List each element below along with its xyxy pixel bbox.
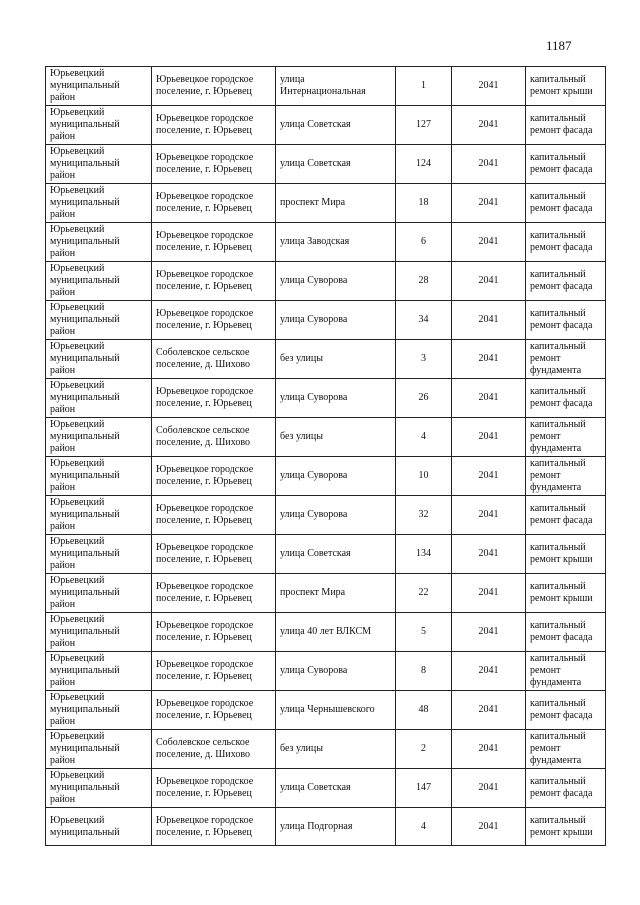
work-type-cell: капитальный ремонт фасада: [526, 262, 606, 301]
street-cell: без улицы: [276, 418, 396, 457]
house-number-cell: 8: [396, 652, 452, 691]
table-row: [46, 262, 606, 301]
settlement-cell: Юрьевецкое городское поселение, г. Юрьевец: [152, 223, 276, 262]
district-cell: Юрьевецкий муниципальный район: [46, 457, 152, 496]
district-cell: Юрьевецкий муниципальный район: [46, 262, 152, 301]
street-cell: улица Чернышевского: [276, 691, 396, 730]
year-cell: 2041: [452, 613, 526, 652]
house-number-cell: 1: [396, 67, 452, 106]
work-type-cell: капитальный ремонт крыши: [526, 574, 606, 613]
house-number-cell: 32: [396, 496, 452, 535]
table-row: [46, 379, 606, 418]
settlement-cell: Юрьевецкое городское поселение, г. Юрьевец: [152, 67, 276, 106]
table-row: [46, 769, 606, 808]
district-cell: Юрьевецкий муниципальный район: [46, 496, 152, 535]
table-row: [46, 301, 606, 340]
year-cell: 2041: [452, 808, 526, 846]
settlement-cell: Юрьевецкое городское поселение, г. Юрьевец: [152, 613, 276, 652]
table-row: [46, 340, 606, 379]
work-type-cell: капитальный ремонт крыши: [526, 808, 606, 846]
settlement-cell: Соболевское сельское поселение, д. Шихово: [152, 730, 276, 769]
work-type-cell: капитальный ремонт фасада: [526, 769, 606, 808]
table-row: [46, 613, 606, 652]
table-row: [46, 67, 606, 106]
work-type-cell: капитальный ремонт фасада: [526, 379, 606, 418]
house-number-cell: 48: [396, 691, 452, 730]
house-number-cell: 4: [396, 808, 452, 846]
district-cell: Юрьевецкий муниципальный район: [46, 574, 152, 613]
settlement-cell: Юрьевецкое городское поселение, г. Юрьевец: [152, 379, 276, 418]
district-cell: Юрьевецкий муниципальный район: [46, 106, 152, 145]
table-row: [46, 652, 606, 691]
year-cell: 2041: [452, 535, 526, 574]
street-cell: улица Суворова: [276, 457, 396, 496]
house-number-cell: 28: [396, 262, 452, 301]
house-number-cell: 26: [396, 379, 452, 418]
street-cell: улица Советская: [276, 535, 396, 574]
work-type-cell: капитальный ремонт фундамента: [526, 730, 606, 769]
district-cell: Юрьевецкий муниципальный район: [46, 613, 152, 652]
year-cell: 2041: [452, 106, 526, 145]
year-cell: 2041: [452, 730, 526, 769]
street-cell: улица Советская: [276, 145, 396, 184]
work-type-cell: капитальный ремонт фасада: [526, 496, 606, 535]
work-type-cell: капитальный ремонт фасада: [526, 184, 606, 223]
year-cell: 2041: [452, 184, 526, 223]
district-cell: Юрьевецкий муниципальный район: [46, 730, 152, 769]
street-cell: улица Суворова: [276, 262, 396, 301]
year-cell: 2041: [452, 457, 526, 496]
district-cell: Юрьевецкий муниципальный район: [46, 535, 152, 574]
table-row: [46, 145, 606, 184]
settlement-cell: Соболевское сельское поселение, д. Шихово: [152, 340, 276, 379]
year-cell: 2041: [452, 262, 526, 301]
house-number-cell: 6: [396, 223, 452, 262]
table-row: [46, 808, 606, 846]
year-cell: 2041: [452, 574, 526, 613]
street-cell: улица Подгорная: [276, 808, 396, 846]
work-type-cell: капитальный ремонт фундамента: [526, 418, 606, 457]
house-number-cell: 127: [396, 106, 452, 145]
table-row: [46, 691, 606, 730]
house-number-cell: 124: [396, 145, 452, 184]
work-type-cell: капитальный ремонт фасада: [526, 145, 606, 184]
table-row: [46, 223, 606, 262]
street-cell: улица Суворова: [276, 652, 396, 691]
settlement-cell: Юрьевецкое городское поселение, г. Юрьевец: [152, 652, 276, 691]
house-number-cell: 10: [396, 457, 452, 496]
street-cell: без улицы: [276, 730, 396, 769]
district-cell: Юрьевецкий муниципальный район: [46, 301, 152, 340]
house-number-cell: 4: [396, 418, 452, 457]
street-cell: проспект Мира: [276, 574, 396, 613]
year-cell: 2041: [452, 769, 526, 808]
table-row: [46, 574, 606, 613]
settlement-cell: Юрьевецкое городское поселение, г. Юрьевец: [152, 457, 276, 496]
year-cell: 2041: [452, 496, 526, 535]
table-row: [46, 496, 606, 535]
settlement-cell: Юрьевецкое городское поселение, г. Юрьевец: [152, 184, 276, 223]
settlement-cell: Юрьевецкое городское поселение, г. Юрьевец: [152, 535, 276, 574]
settlement-cell: Юрьевецкое городское поселение, г. Юрьевец: [152, 691, 276, 730]
street-cell: улица 40 лет ВЛКСМ: [276, 613, 396, 652]
work-type-cell: капитальный ремонт фасада: [526, 223, 606, 262]
table-row: [46, 418, 606, 457]
year-cell: 2041: [452, 652, 526, 691]
district-cell: Юрьевецкий муниципальный район: [46, 652, 152, 691]
table-row: [46, 184, 606, 223]
district-cell: Юрьевецкий муниципальный район: [46, 223, 152, 262]
work-type-cell: капитальный ремонт фундамента: [526, 457, 606, 496]
settlement-cell: Юрьевецкое городское поселение, г. Юрьевец: [152, 808, 276, 846]
house-number-cell: 22: [396, 574, 452, 613]
year-cell: 2041: [452, 691, 526, 730]
street-cell: улица Интернациональная: [276, 67, 396, 106]
house-number-cell: 147: [396, 769, 452, 808]
settlement-cell: Юрьевецкое городское поселение, г. Юрьевец: [152, 301, 276, 340]
settlement-cell: Юрьевецкое городское поселение, г. Юрьевец: [152, 496, 276, 535]
street-cell: улица Советская: [276, 106, 396, 145]
street-cell: проспект Мира: [276, 184, 396, 223]
district-cell: Юрьевецкий муниципальный: [46, 808, 152, 846]
table-row: [46, 730, 606, 769]
page-number: 1187: [546, 38, 572, 53]
settlement-cell: Юрьевецкое городское поселение, г. Юрьевец: [152, 262, 276, 301]
work-type-cell: капитальный ремонт фасада: [526, 613, 606, 652]
work-type-cell: капитальный ремонт фундамента: [526, 340, 606, 379]
table-row: [46, 457, 606, 496]
work-type-cell: капитальный ремонт крыши: [526, 67, 606, 106]
district-cell: Юрьевецкий муниципальный район: [46, 67, 152, 106]
street-cell: улица Заводская: [276, 223, 396, 262]
capital-repair-table: [45, 66, 606, 846]
district-cell: Юрьевецкий муниципальный район: [46, 769, 152, 808]
street-cell: улица Суворова: [276, 496, 396, 535]
settlement-cell: Юрьевецкое городское поселение, г. Юрьевец: [152, 574, 276, 613]
district-cell: Юрьевецкий муниципальный район: [46, 418, 152, 457]
settlement-cell: Юрьевецкое городское поселение, г. Юрьевец: [152, 769, 276, 808]
table-row: [46, 106, 606, 145]
settlement-cell: Соболевское сельское поселение, д. Шихово: [152, 418, 276, 457]
house-number-cell: 2: [396, 730, 452, 769]
district-cell: Юрьевецкий муниципальный район: [46, 691, 152, 730]
year-cell: 2041: [452, 301, 526, 340]
work-type-cell: капитальный ремонт фасада: [526, 301, 606, 340]
settlement-cell: Юрьевецкое городское поселение, г. Юрьевец: [152, 145, 276, 184]
district-cell: Юрьевецкий муниципальный район: [46, 145, 152, 184]
street-cell: улица Суворова: [276, 301, 396, 340]
work-type-cell: капитальный ремонт фасада: [526, 691, 606, 730]
district-cell: Юрьевецкий муниципальный район: [46, 340, 152, 379]
year-cell: 2041: [452, 340, 526, 379]
district-cell: Юрьевецкий муниципальный район: [46, 379, 152, 418]
work-type-cell: капитальный ремонт фундамента: [526, 652, 606, 691]
house-number-cell: 134: [396, 535, 452, 574]
year-cell: 2041: [452, 145, 526, 184]
street-cell: улица Советская: [276, 769, 396, 808]
year-cell: 2041: [452, 418, 526, 457]
house-number-cell: 18: [396, 184, 452, 223]
year-cell: 2041: [452, 67, 526, 106]
district-cell: Юрьевецкий муниципальный район: [46, 184, 152, 223]
street-cell: без улицы: [276, 340, 396, 379]
street-cell: улица Суворова: [276, 379, 396, 418]
house-number-cell: 34: [396, 301, 452, 340]
year-cell: 2041: [452, 223, 526, 262]
work-type-cell: капитальный ремонт крыши: [526, 535, 606, 574]
house-number-cell: 5: [396, 613, 452, 652]
year-cell: 2041: [452, 379, 526, 418]
work-type-cell: капитальный ремонт фасада: [526, 106, 606, 145]
house-number-cell: 3: [396, 340, 452, 379]
settlement-cell: Юрьевецкое городское поселение, г. Юрьевец: [152, 106, 276, 145]
table-row: [46, 535, 606, 574]
